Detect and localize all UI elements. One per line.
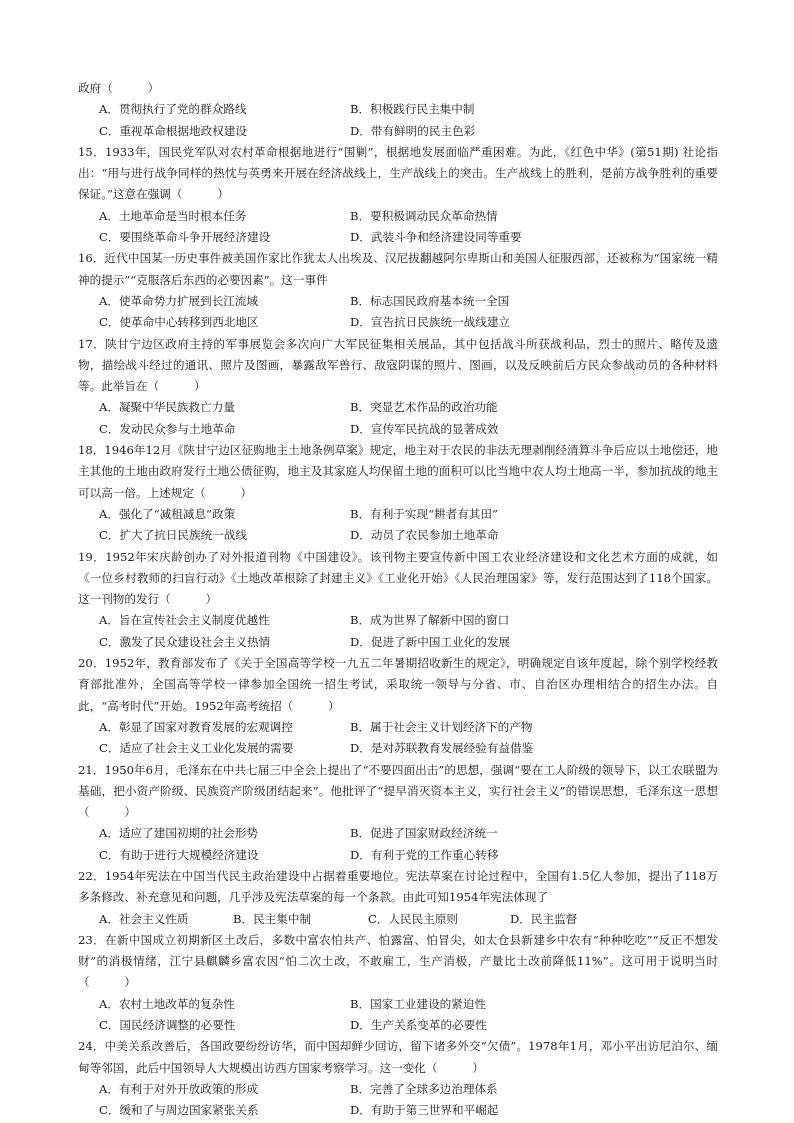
option-d: D．有利于党的工作重心转移 [350, 847, 499, 862]
option-c: C．重视革命根据地政权建设 [99, 123, 247, 138]
option-a: A．彰显了国家对教育发展的宏观调控 [99, 719, 293, 734]
question-23 [78, 930, 718, 1036]
option-row [78, 121, 718, 142]
question-21 [78, 760, 718, 866]
question-stem: 15．1933年，国民党军队对农村革命根据地进行“围剿”，根据地发展面临严重困难。为此，《红色中华》(第51期) 社论指出：“用与进行战争同样的热忱与英勇来开展在经济战线上，生产战线上的突击。生产战线上的胜利，是前方战争胜利的重要保证。”这意在强调（ ） [78, 144, 718, 202]
option-a: A．凝聚中华民族救亡力量 [99, 400, 235, 415]
option-d: D．宣传军民抗战的显著成效 [350, 421, 499, 436]
option-row [78, 994, 718, 1015]
option-a: A．贯彻执行了党的群众路线 [99, 102, 247, 117]
option-row [78, 1079, 718, 1100]
option-b: B．突显艺术作品的政治功能 [350, 400, 498, 415]
option-d: D．生产关系变革的必要性 [350, 1018, 487, 1033]
option-a: A．农村土地改革的复杂性 [99, 996, 235, 1011]
option-c: C．适应了社会主义工业化发展的需要 [99, 741, 294, 756]
option-row [78, 227, 718, 248]
option-row [78, 738, 718, 759]
question-17 [78, 334, 718, 440]
option-d: D．民主监督 [510, 911, 578, 926]
question-24 [78, 1036, 718, 1121]
option-b: B．要积极调动民众革命热情 [350, 208, 498, 223]
option-d: D．武装斗争和经济建设同等重要 [350, 230, 522, 245]
option-d: D．有助于第三世界和平崛起 [350, 1103, 499, 1118]
option-row [78, 823, 718, 844]
option-b: B．有利于实现“耕者有其田” [350, 506, 498, 521]
question-stem: 16．近代中国某一历史事件被美国作家比作犹太人出埃及、汉尼拔翻越阿尔卑斯山和美国人征服西部，还被称为“国家统一精神的提示”“克服落后东西的必要因素”。这一事件 [78, 251, 718, 287]
option-b: B．属于社会主义计划经济下的产物 [350, 719, 533, 734]
question-stem: 19．1952年宋庆龄创办了对外报道刊物《中国建设》。该刊物主要宣传新中国工农业经济建设和文化艺术方面的成就，如《一位乡村教师的扫盲行动》《土地改革根除了封建主义》《工业化开始》《人民治理国家》等，发行范围达到了118个国家。这一刊物的发行（ ） [78, 549, 718, 607]
option-b: B．国家工业建设的紧迫性 [350, 996, 487, 1011]
question-14-tail [78, 78, 718, 142]
option-row [78, 291, 718, 312]
option-c: C．使革命中心转移到西北地区 [99, 315, 259, 330]
option-c: C．发动民众参与土地革命 [99, 421, 236, 436]
option-row [78, 845, 718, 866]
question-stem: 22．1954年宪法在中国当代民主政治建设中占据着重要地位。宪法草案在讨论过程中，全国有1.5亿人参加，提出了118万多条修改、补充意见和问题，几乎涉及宪法草案的每一个条款。由此可知1954年宪法体现了 [78, 868, 718, 905]
option-c: C．激发了民众建设社会主义热情 [99, 634, 271, 649]
question-stem: 24．中美关系改善后，各国政要纷纷访华，而中国却鲜少回访，留下诸多外交“欠债”。1978年1月，邓小平出访尼泊尔、缅甸等邻国，此后中国领导人大规模出访西方国家考察学习。这一变化（ ） [78, 1039, 718, 1075]
option-row [78, 525, 718, 546]
option-b: B．成为世界了解新中国的窗口 [350, 613, 510, 628]
option-b: B．民主集中制 [233, 911, 312, 926]
option-b: B．积极践行民主集中制 [350, 102, 475, 117]
option-a: A．适应了建国初期的社会形势 [99, 826, 259, 841]
option-row [78, 99, 718, 120]
option-b: B．标志国民政府基本统一全国 [350, 293, 510, 308]
option-b: B．促进了国家财政经济统一 [350, 826, 498, 841]
option-row [78, 419, 718, 440]
option-c: C．扩大了抗日民族统一战线 [99, 528, 247, 543]
option-row [78, 206, 718, 227]
option-a: A．有利于对外开放政策的形成 [99, 1081, 259, 1096]
option-c: C．有助于进行大规模经济建设 [99, 847, 259, 862]
option-d: D．促进了新中国工业化的发展 [350, 634, 511, 649]
question-stem: 20．1952年，教育部发布了《关于全国高等学校一九五二年暑期招收新生的规定》，明确规定自该年度起，除个别学校经教育部批准外，全国高等学校一律参加全国统一招生考试，采取统一领导与分省、市、自治区办理相结合的招生办法。自此，“高考时代”开始。1952年高考统招（ ） [78, 656, 718, 713]
question-stem: 23．在新中国成立初期新区土改后，多数中富农怕共产、怕露富、怕冒尖，如太仓县新建乡中农有“种种吃吃”“反正不想发财”的消极情绪，江宁县麒麟乡富农因“怕二次土改，不敢雇工，生产消极，产量比土改前降低11%”。这可用于说明当时（ ） [78, 932, 718, 990]
question-15 [78, 142, 718, 248]
option-row [78, 610, 718, 631]
option-b: B．完善了全球多边治理体系 [350, 1081, 498, 1096]
option-row [78, 717, 718, 738]
option-a: A．旨在宣传社会主义制度优越性 [99, 613, 270, 628]
exam-page [78, 78, 718, 1122]
option-a: A．强化了“减租减息”政策 [99, 506, 236, 521]
option-d: D．带有鲜明的民主色彩 [350, 123, 476, 138]
option-row [78, 504, 718, 525]
question-19 [78, 547, 718, 653]
question-stem: 21．1950年6月，毛泽东在中共七届三中全会上提出了“不要四面出击”的思想，强调“要在工人阶级的领导下，以工农联盟为基础，把小资产阶级、民族资产阶级团结起来”。他批评了“提早消灭资本主义，实行社会主义”的错误思想，毛泽东这一思想（ ） [78, 762, 718, 820]
option-row [78, 909, 718, 930]
option-d: D．动员了农民参加土地革命 [350, 528, 499, 543]
option-d: D．宣告抗日民族统一战线建立 [350, 315, 511, 330]
option-d: D．是对苏联教育发展经验有益借鉴 [350, 741, 534, 756]
option-row [78, 1100, 718, 1121]
option-a: A．使革命势力扩展到长江流域 [99, 293, 259, 308]
option-c: C．缓和了与周边国家紧张关系 [99, 1103, 259, 1118]
question-22 [78, 866, 718, 930]
question-20 [78, 653, 718, 759]
option-a: A．社会主义性质 [99, 911, 189, 926]
question-16 [78, 248, 718, 333]
question-18 [78, 440, 718, 546]
option-a: A．土地革命是当时根本任务 [99, 208, 247, 223]
option-row [78, 1015, 718, 1036]
option-row [78, 397, 718, 418]
option-row [78, 632, 718, 653]
option-c: C．国民经济调整的必要性 [99, 1018, 236, 1033]
question-stem: 政府（ ） [78, 81, 160, 95]
question-stem: 18．1946年12月《陕甘宁边区征购地主土地条例草案》规定，地主对于农民的非法无理剥削经清算斗争后应以土地偿还，地主其他的土地由政府发行土地公债征购，地主及其家庭人均保留土地的面积可以比当地中农人均土地高一半，参加抗战的地主可以高一倍。上述规定（ ） [78, 443, 718, 500]
option-c: C．要围绕革命斗争开展经济建设 [99, 230, 271, 245]
option-row [78, 312, 718, 333]
option-c: C．人民民主原则 [368, 911, 459, 926]
question-stem: 17．陕甘宁边区政府主持的军事展览会多次向广大军民征集相关展品，其中包括战斗所获战利品，烈士的照片、略传及遗物，描绘战斗经过的通讯、照片及图画，暴露敌军兽行、敌寇阴谋的照片、图画，以及反映前后方民众参战动员的各种材料等。此举旨在（ ） [78, 336, 718, 394]
